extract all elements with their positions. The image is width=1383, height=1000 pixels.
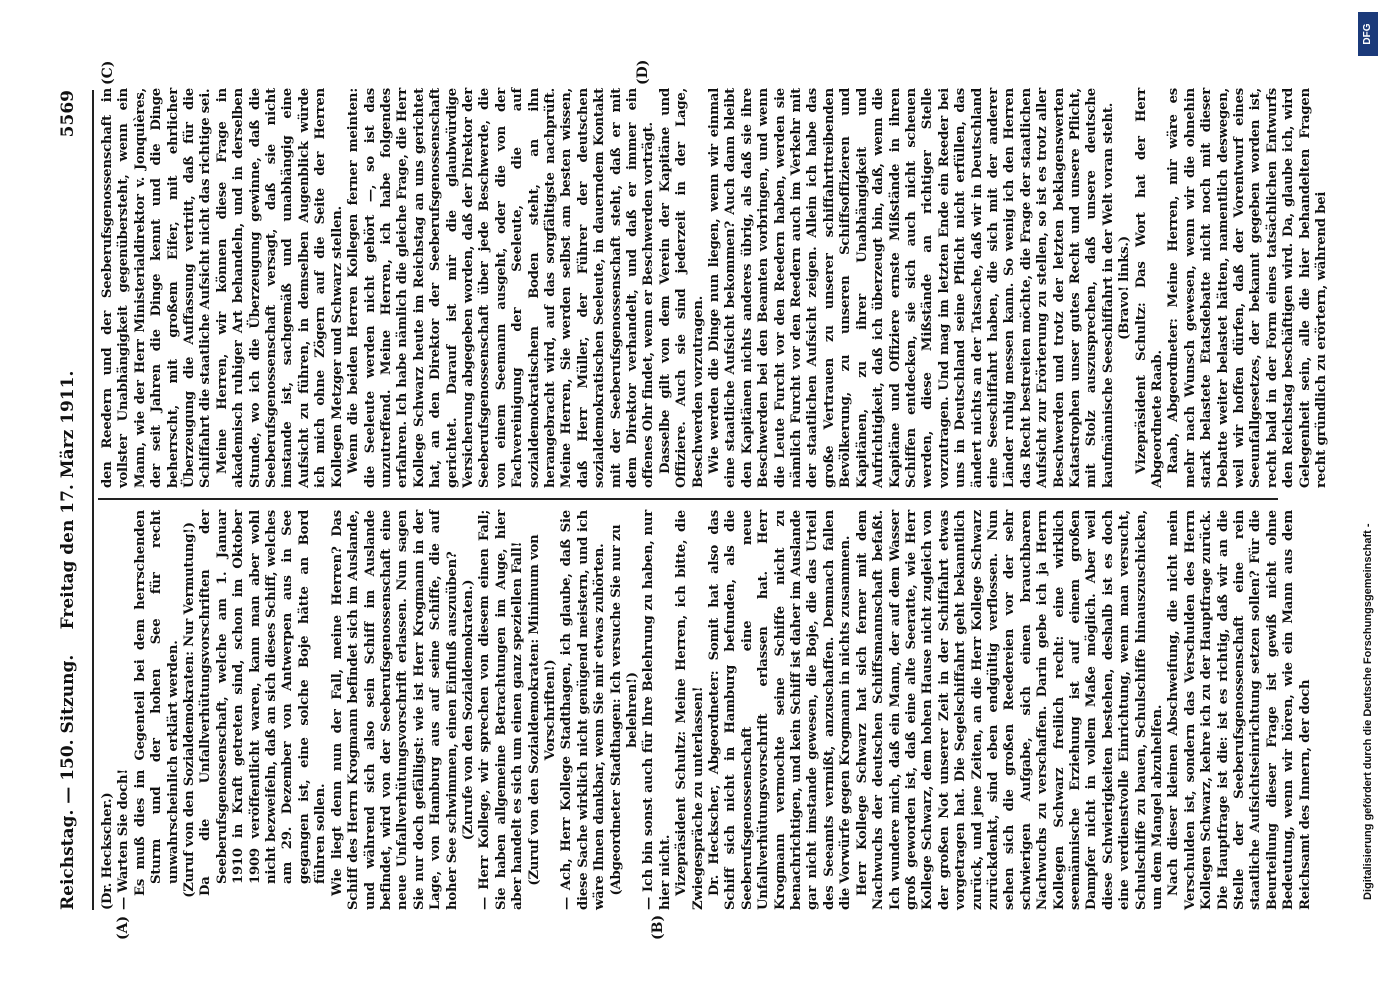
margin-marker-c: (C): [100, 60, 116, 85]
paragraph: (Abgeordneter Stadthagen: Ich versuche Sie nur zu belehren!): [608, 524, 640, 896]
header-rule: [92, 90, 94, 910]
paragraph: Wie liegt denn nun der Fall, meine Herren? Das Schiff des Herrn Krogmann befindet sich im Auslande, und während sich also sein Schiff im Auslande befindet, wird von der Seeberufsgenossenschaft eine neue Unfallverhütungsvorschrift erlassen. Nun sagen Sie nur doch gefälligst: wie ist Herr Krogmann in der Lage, von Hamburg aus auf seine Schiffe, die auf hoher See schwimmen, einen Einfluß auszuüben?: [329, 510, 460, 910]
digitization-text: Digitalisierung gefördert durch die Deutsche Forschungsgemeinschaft -: [1362, 523, 1374, 900]
paragraph: Wenn die beiden Herren Kollegen ferner meinten: die Seeleute werden nicht gehört —, so ist das unzutreffend. Meine Herren, ich habe folgendes erfahren. Ich habe nämlich die gleiche Frage, die Herr Kollege Schwarz heute im Reichstag an uns gerichtet hat, an den Direktor der Seeberufsgenossenschaft gerichtet. Darauf ist mir die glaubwürdige Versicherung abgegeben worden, daß der Direktor der Seeberufsgenossenschaft über jede Beschwerde, die von einem Seemann ausgeht, oder die von der Fachvereinigung der Seeleute, die auf sozialdemokratischem Boden steht, an ihn herangebracht wird, auf das sorgfältigste nachprüft. Meine Herren, Sie werden selbst am besten wissen, daß Herr Müller, der Führer der deutschen sozialdemokratischen Seeleute, in dauerndem Kontakt mit der Seeberufsgenossenschaft steht, daß er mit dem Direktor verhandelt, und daß er immer ein offenes Ohr findet, wenn er Beschwerden vorträgt.: [346, 88, 657, 488]
paragraph: Wie werden die Dinge nun liegen, wenn wir einmal eine staatliche Aufsicht bekommen? Auch dann bleibt den Kapitänen nichts anderes übrig, als daß sie ihre Beschwerden bei den Beamten vorbringen, und wenn die Leute Furcht vor den Reedern haben, werden sie nämlich Furcht vor den Reedern auch im Verkehr mit der staatlichen Aufsicht zeigen. Allein ich habe das große Vertrauen zu unserer schiffahrttreibenden Bevölkerung, zu unseren Schiffsoffizieren und Kapitänen, zu ihrer Unabhängigkeit und Aufrichtigkeit, daß ich überzeugt bin, daß, wenn die Kapitäne und Offiziere ernste Mißstände in ihren Schiffen entdecken, sie sich auch nicht scheuen werden, diese Mißstände an richtiger Stelle vorzutragen. Und mag im letzten Ende ein Reeder bei uns in Deutschland seine Pflicht nicht erfüllen, das ändert nichts an der Tatsache, daß wir in Deutschland eine Seeschiffahrt haben, die sich mit der anderer Länder ruhig messen kann. So wenig ich den Herren das Recht bestreiten möchte, die Frage der staatlichen Aufsicht zur Erörterung zu stellen, so ist es trotz aller Beschwerden und trotz der letzten beklagenswerten Katastrophen unser gutes Recht und unsere Pflicht, mit Stolz auszusprechen, daß unsere deutsche kaufmännische Seeschiffahrt in der Welt voran steht.: [707, 88, 1116, 488]
paragraph: Herr Kollege Schwarz hat sich ferner mit dem Nachwuchs der deutschen Schiffsmannschaft befaßt. Ich wundere mich, daß ein Mann, der auf dem Wasser groß geworden ist, daß eine alte Seeratte, wie Herr Kollege Schwarz, dem hohen Hause nicht zugleich von der großen Not unserer Zeit in der Schiffahrt etwas vorgetragen hat. Die Segelschiffahrt geht bekanntlich zurück, und jene Zeiten, an die Herr Kollege Schwarz zurückdenkt, sind eben endgültig verflossen. Nun sehen sich die großen Reedereien vor der sehr schwierigen Aufgabe, sich einen brauchbaren Nachwuchs zu verschaffen. Darin gebe ich ja Herrn Kollegen Schwarz freilich recht: eine wirklich seemännische Erziehung ist auf einem großen Dampfer nicht in vollem Maße möglich. Aber weil diese Schwierigkeiten bestehen, deshalb ist es doch eine verdienstvolle Einrichtung, wenn man versucht, Schulschiffe zu bauen, Schulschiffe hinauszuschicken, um dem Mangel abzuhelfen.: [854, 510, 1165, 910]
header-left: Reichstag. — 150. Sitzung.: [58, 654, 78, 910]
right-column: [100, 88, 1330, 488]
paragraph: (Zuruf von den Sozialdemokraten: Minimum von Vorschriften!): [526, 534, 558, 886]
page-number: 5569: [58, 90, 78, 138]
page-header: [58, 90, 88, 910]
header-date: Freitag den 17. März 1911.: [58, 370, 78, 630]
paragraph: (Dr. Heckscher.): [100, 792, 115, 910]
paragraph: Vizepräsident Schultz: Das Wort hat der Herr Abgeordnete Raab.: [1133, 88, 1165, 488]
paragraph: — Ach, Herr Kollege Stadthagen, ich glaube, daß Sie diese Sache wirklich nicht genügend meistern, und ich wäre Ihnen dankbar, wenn Sie mir etwas zuhörten.: [559, 510, 608, 910]
paragraph: Dr. Heckscher, Abgeordneter: Somit hat also das Schiff sich nicht in Hamburg befunden, als die Seeberufsgenossenschaft eine neue Unfallverhütungsvorschrift erlassen hat. Herr Krogmann vermochte seine Schiffe nicht zu benachrichtigen, und kein Schiff ist daher im Auslande gar nicht imstande gewesen, die Boje, die das Urteil des Seeamts vermißt, anzuschaffen. Demnach fallen die Vorwürfe gegen Krogmann in nichts zusammen.: [707, 510, 854, 910]
paragraph: Raab, Abgeordneter: Meine Herren, mir wäre es mehr nach Wunsch gewesen, wenn wir die ohnehin stark belastete Etatsdebatte nicht noch mit dieser Debatte weiter belastet hätten, namentlich deswegen, weil wir hoffen dürfen, daß der Vorentwurf eines Seeunfallgesetzes, der bekannt gegeben worden ist, recht bald in der Form eines tatsächlichen Entwurfs den Reichstag beschäftigen wird. Da, glaube ich, wird Gelegenheit sein, alle die hier behandelten Fragen recht gründlich zu erörtern, während bei: [1166, 88, 1330, 488]
paragraph: — Warten Sie doch!: [116, 769, 132, 910]
dfg-logo: [1358, 12, 1378, 56]
paragraph: — Ich bin sonst auch für Ihre Belehrung zu haben, nur hier nicht.: [641, 510, 673, 910]
paragraph: Dasselbe gilt von dem Verein der Kapitäne und Offiziere. Auch sie sind jederzeit in der Lage, Beschwerden vorzutragen.: [657, 88, 706, 488]
margin-marker-b: (B): [650, 914, 666, 940]
margin-marker-d: (D): [635, 59, 651, 85]
paragraph: Nach dieser kleinen Abschweifung, die nicht mein Verschulden ist, sondern das Verschulden des Herrn Kollegen Schwarz, kehre ich zu der Hauptfrage zurück. Die Hauptfrage ist die: ist es richtig, daß wir an die Stelle der Seeberufsgenossenschaft eine rein staatliche Aufsichtseinrichtung setzen sollen? Für die Beurteilung dieser Frage ist gewiß nicht ohne Bedeutung, wenn wir hören, wie ein Mann aus dem Reichsamt des Innern, der doch: [1166, 510, 1313, 910]
dfg-logo-text: DFG: [1362, 23, 1373, 45]
paragraph: — Herr Kollege, wir sprechen von diesem einen Fall; Sie haben allgemeine Betrachtungen im Auge, hier aber handelt es sich um einen ganz speziellen Fall!: [477, 510, 526, 910]
paragraph: den Reedern und der Seeberufsgenossenschaft in vollster Unabhängigkeit gegenübersteht, wenn ein Mann, wie der Herr Ministerialdirektor v. Jonquières, der seit Jahren die Dinge kennt und die Dinge beherrscht, mit großem Eifer, mit ehrlicher Überzeugung die Auffassung vertritt, daß für die Schiffahrt die staatliche Aufsicht nicht das richtige sei.: [100, 88, 214, 488]
column-divider: [98, 498, 1278, 500]
paragraph: Meine Herren, wir können diese Frage in akademisch ruhiger Art behandeln, und in derselben Stunde, wo ich die Überzeugung gewinne, daß die Seeberufsgenossenschaft versagt, daß sie nicht imstande ist, sachgemäß und unabhängig eine Aufsicht zu führen, in demselben Augenblick würde ich mich ohne Zögern auf die Seite der Herren Kollegen Metzger und Schwarz stellen.: [214, 88, 345, 488]
paragraph: (Zuruf von den Sozialdemokraten: Nur Vermutung!): [182, 522, 198, 898]
paragraph: Vizepräsident Schultz: Meine Herren, ich bitte, die Zwiegespräche zu unterlassen!: [674, 510, 706, 910]
digitization-note: [1356, 8, 1380, 992]
paragraph: (Zurufe von den Sozialdemokraten.): [460, 579, 476, 841]
paragraph: Da die Unfallverhütungsvorschriften der Seeberufsgenossenschaft, welche am 1. Januar 1910 in Kraft getreten sind, schon im Oktober 1909 veröffentlicht waren, kann man aber wohl nicht bezweifeln, daß an sich dieses Schiff, welches am 29. Dezember von Antwerpen aus in See gegangen ist, eine solche Boje hätte an Bord führen sollen.: [198, 510, 329, 896]
left-column: [100, 510, 1313, 910]
paragraph: Es muß dies im Gegenteil bei dem herrschenden Sturm und der hohen See für recht unwahrscheinlich erklärt werden.: [132, 510, 181, 896]
paragraph: (Bravo! links.): [1117, 236, 1133, 340]
margin-marker-a: (A): [115, 915, 131, 940]
